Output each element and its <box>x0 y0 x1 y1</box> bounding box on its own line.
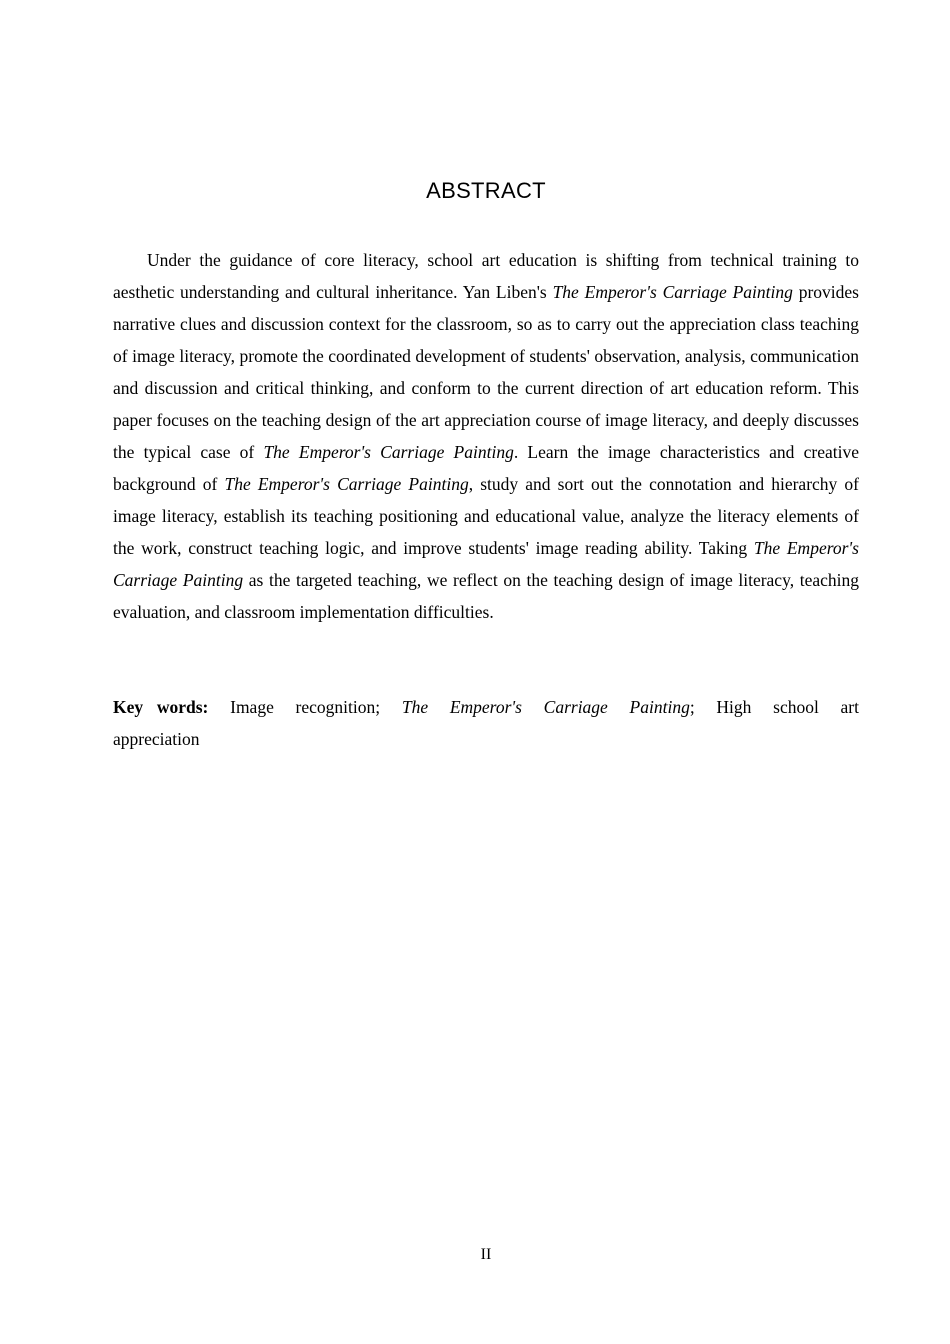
work-title: The Emperor's Carriage Painting <box>552 282 793 302</box>
abstract-heading: ABSTRACT <box>426 178 546 203</box>
work-title: The Emperor's Carriage Painting <box>224 474 469 494</box>
keywords-label: Key words: <box>113 697 209 717</box>
work-title: The Emperor's Carriage Painting <box>263 442 514 462</box>
keyword-text: Image recognition; <box>208 697 402 717</box>
abstract-text: , study and sort out the connotation and hierarchy of image literacy, establish its teaching positioning and educational value, analyze the literacy elements of the work, construct teaching logic, and improve students' image reading ability. Taking <box>113 474 859 558</box>
abstract-text: as the targeted teaching, we reflect on the teaching design of image literacy, teaching evaluation, and classroom implementation difficulties. <box>113 570 859 622</box>
work-title: The Emperor's Carriage Painting <box>113 538 859 590</box>
abstract-paragraph <box>113 244 859 628</box>
keyword-work-title: The Emperor's Carriage Painting <box>401 697 690 717</box>
abstract-text: . Learn the image characteristics and creative background of <box>113 442 859 494</box>
keywords-line <box>113 691 859 755</box>
abstract-text: provides narrative clues and discussion context for the classroom, so as to carry out the appreciation class teaching of image literacy, promote the coordinated development of students' observation, analysis, communication and discussion and critical thinking, and conform to the current direction of art education reform. This paper focuses on the teaching design of the art appreciation course of image literacy, and deeply discusses the typical case of <box>113 282 859 462</box>
page-number: II <box>480 1246 492 1263</box>
keyword-text: ; High school art appreciation <box>113 697 859 749</box>
abstract-text: Under the guidance of core literacy, school art education is shifting from technical training to aesthetic understanding and cultural inheritance. Yan Liben's <box>113 250 859 302</box>
